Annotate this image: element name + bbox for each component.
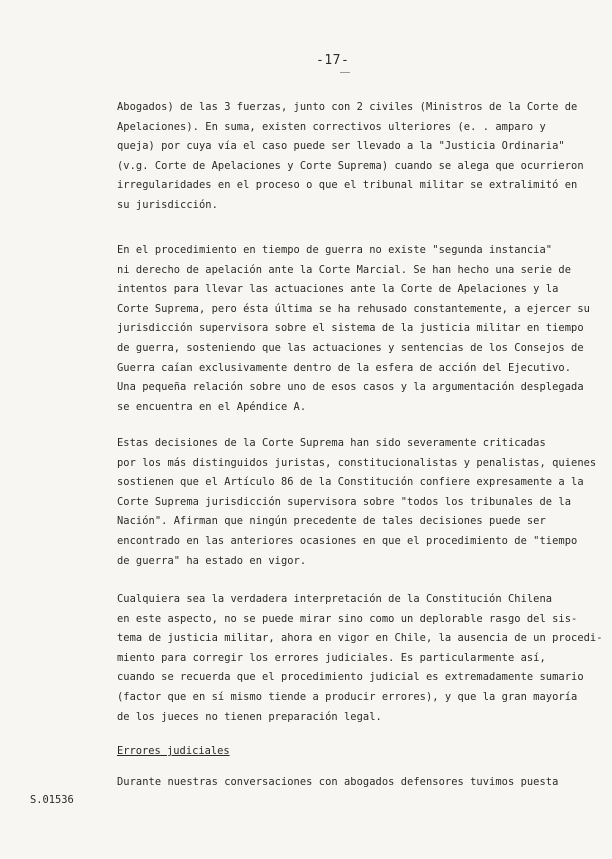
text-line: Una pequeña relación sobre uno de esos casos y la argumentación desplegada — [117, 381, 584, 394]
text-line: de guerra, sosteniendo que las actuaciones y sentencias de los Consejos de — [117, 342, 584, 354]
text-line: miento para corregir los errores judiciales. Es particularmente así, — [117, 651, 546, 664]
document-code: S.01536 — [30, 794, 74, 806]
text-line: su jurisdicción. — [117, 199, 218, 211]
text-line: queja) por cuya vía el caso puede ser llevado a la "Justicia Ordinaria" — [117, 140, 565, 153]
text-line: Durante nuestras conversaciones con abogados defensores tuvimos puesta — [117, 776, 559, 788]
text-line: Apelaciones). En suma, existen correctivos ulteriores (e. . amparo y — [117, 120, 546, 133]
text-line: Nación". Afirman que ningún precedente de tales decisiones puede ser — [117, 515, 546, 528]
page-number: -17- — [316, 53, 350, 68]
text-line: ni derecho de apelación ante la Corte Marcial. Se han hecho una serie de — [117, 263, 572, 276]
text-line: en este aspecto, no se puede mirar sino como un deplorable rasgo del sis- — [117, 612, 578, 625]
text-line: sostienen que el Artículo 86 de la Constitución confiere expresamente a la — [117, 476, 584, 489]
text-line: Guerra caían exclusivamente dentro de la esfera de acción del Ejecutivo. — [117, 361, 572, 374]
text-line: Corte Suprema, pero ésta última se ha rehusado constantemente, a ejercer su — [117, 302, 590, 315]
text-line: de los jueces no tienen preparación legal. — [117, 710, 382, 723]
text-line: intentos para llevar las actuaciones ante la Corte de Apelaciones y la — [117, 283, 559, 296]
text-line: cuando se recuerda que el procedimiento judicial es extremadamente sumario — [117, 671, 584, 684]
text-line: Abogados) de las 3 fuerzas, junto con 2 civiles (Ministros de la Corte de — [117, 101, 578, 113]
text-line: Cualquiera sea la verdadera interpretación de la Constitución Chilena — [117, 593, 553, 605]
section-heading: Errores judiciales — [117, 745, 230, 757]
text-line: Corte Suprema jurisdicción supervisora sobre "todos los tribunales de la — [117, 495, 572, 508]
text-line: tema de justicia militar, ahora en vigor en Chile, la ausencia de un procedi- — [117, 632, 603, 645]
text-line: jurisdicción supervisora sobre el sistema de la justicia militar en tiempo — [117, 322, 584, 335]
text-line: se encuentra en el Apéndice A. — [117, 400, 307, 413]
text-line: encontrado en las anteriores ocasiones en que el procedimiento de "tiempo — [117, 535, 578, 547]
text-line: Estas decisiones de la Corte Suprema han sido severamente criticadas — [117, 437, 546, 449]
page-mark — [340, 72, 350, 73]
text-line: En el procedimiento en tiempo de guerra no existe "segunda instancia" — [117, 244, 553, 256]
text-line: (factor que en sí mismo tiende a producir errores), y que la gran mayoría — [117, 691, 578, 703]
text-line: por los más distinguidos juristas, constitucionalistas y penalistas, quienes — [117, 456, 597, 469]
text-line: irregularidades en el proceso o que el tribunal militar se extralimitó en — [117, 179, 578, 192]
text-line: (v.g. Corte de Apelaciones y Corte Suprema) cuando se alega que ocurrieron — [117, 159, 584, 172]
text-line: de guerra" ha estado en vigor. — [117, 554, 307, 567]
